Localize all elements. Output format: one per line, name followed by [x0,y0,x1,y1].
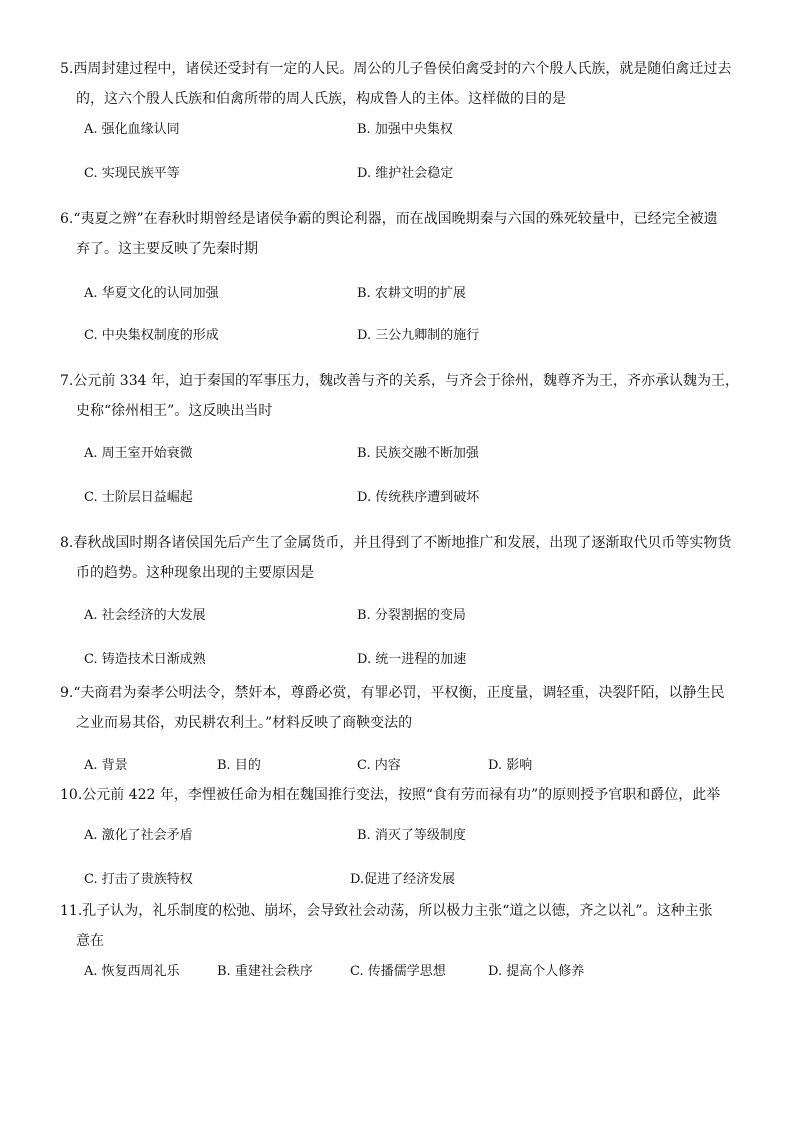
question-9 [60,678,750,738]
question-5-option-d[interactable]: D. 维护社会稳定 [357,166,454,181]
question-5-stem-line2: 的，这六个殷人氏族和伯禽所带的周人氏族，构成鲁人的主体。这样做的目的是 [76,91,566,107]
question-8-option-b[interactable]: B. 分裂割据的变局 [357,608,466,623]
question-9-option-b[interactable]: B. 目的 [217,758,261,773]
question-10-option-c[interactable]: C. 打击了贵族特权 [84,872,193,887]
question-8 [60,528,750,588]
question-6-option-c[interactable]: C. 中央集权制度的形成 [84,328,219,343]
question-10-stem-line1: 10.公元前 422 年，李悝被任命为相在魏国推行变法，按照“食有劳而禄有功”的原则授予官职和爵位，此举 [60,787,721,803]
question-10-option-b[interactable]: B. 消灭了等级制度 [357,828,466,843]
question-7-option-c[interactable]: C. 士阶层日益崛起 [84,490,193,505]
question-11-option-d[interactable]: D. 提高个人修养 [488,964,585,979]
question-11-stem-line2: 意在 [76,933,104,949]
question-7-option-d[interactable]: D. 传统秩序遭到破坏 [357,490,480,505]
question-10 [60,780,750,810]
question-8-stem-line1: 8.春秋战国时期各诸侯国先后产生了金属货币，并且得到了不断地推广和发展，出现了逐渐取代贝币等实物货 [60,535,732,551]
question-9-option-d[interactable]: D. 影响 [488,758,533,773]
question-6-stem-line2: 弃了。这主要反映了先秦时期 [76,241,258,257]
question-9-stem-line1: 9.“夫商君为秦孝公明法令，禁奸本，尊爵必赏，有罪必罚，平权衡，正度量，调轻重，决裂阡陌，以静生民 [60,685,725,701]
question-9-option-c[interactable]: C. 内容 [357,758,401,773]
question-8-option-a[interactable]: A. 社会经济的大发展 [84,608,206,623]
question-5-option-c[interactable]: C. 实现民族平等 [84,166,180,181]
question-6-option-b[interactable]: B. 农耕文明的扩展 [357,286,466,301]
question-10-option-d[interactable]: D.促进了经济发展 [350,872,456,887]
question-7-stem-line1: 7.公元前 334 年，迫于秦国的军事压力，魏改善与齐的关系，与齐会于徐州，魏尊齐为王，齐亦承认魏为王， [60,373,739,389]
question-11-option-c[interactable]: C. 传播儒学思想 [350,964,446,979]
question-7 [60,366,750,426]
question-8-stem-line2: 币的趋势。这种现象出现的主要原因是 [76,565,314,581]
question-9-stem-line2: 之业而易其俗，劝民耕农利土。”材料反映了商鞅变法的 [76,715,413,731]
question-9-option-a[interactable]: A. 背景 [84,758,128,773]
question-11-option-b[interactable]: B. 重建社会秩序 [217,964,313,979]
question-10-option-a[interactable]: A. 激化了社会矛盾 [84,828,193,843]
question-6 [60,204,750,264]
question-7-option-a[interactable]: A. 周王室开始衰微 [84,446,193,461]
question-8-option-d[interactable]: D. 统一进程的加速 [357,652,467,667]
question-8-option-c[interactable]: C. 铸造技术日渐成熟 [84,652,206,667]
question-11 [60,896,750,956]
question-6-option-a[interactable]: A. 华夏文化的认同加强 [84,286,219,301]
question-11-stem-line1: 11.孔子认为，礼乐制度的松弛、崩坏，会导致社会动荡，所以极力主张“道之以德，齐之以礼”。这种主张 [60,903,713,919]
question-5 [60,54,750,114]
question-6-stem-line1: 6.“夷夏之辨”在春秋时期曾经是诸侯争霸的舆论利器，而在战国晚期秦与六国的殊死较量中，已经完全被遗 [60,211,718,227]
question-5-stem-line1: 5.西周封建过程中，诸侯还受封有一定的人民。周公的儿子鲁侯伯禽受封的六个殷人氏族，就是随伯禽迁过去 [60,61,732,77]
question-6-option-d[interactable]: D. 三公九卿制的施行 [357,328,480,343]
question-7-stem-line2: 史称“徐州相王”。这反映出当时 [76,403,273,419]
question-7-option-b[interactable]: B. 民族交融不断加强 [357,446,479,461]
question-5-option-b[interactable]: B. 加强中央集权 [357,122,453,137]
question-11-option-a[interactable]: A. 恢复西周礼乐 [84,964,180,979]
question-5-option-a[interactable]: A. 强化血缘认同 [84,122,180,137]
